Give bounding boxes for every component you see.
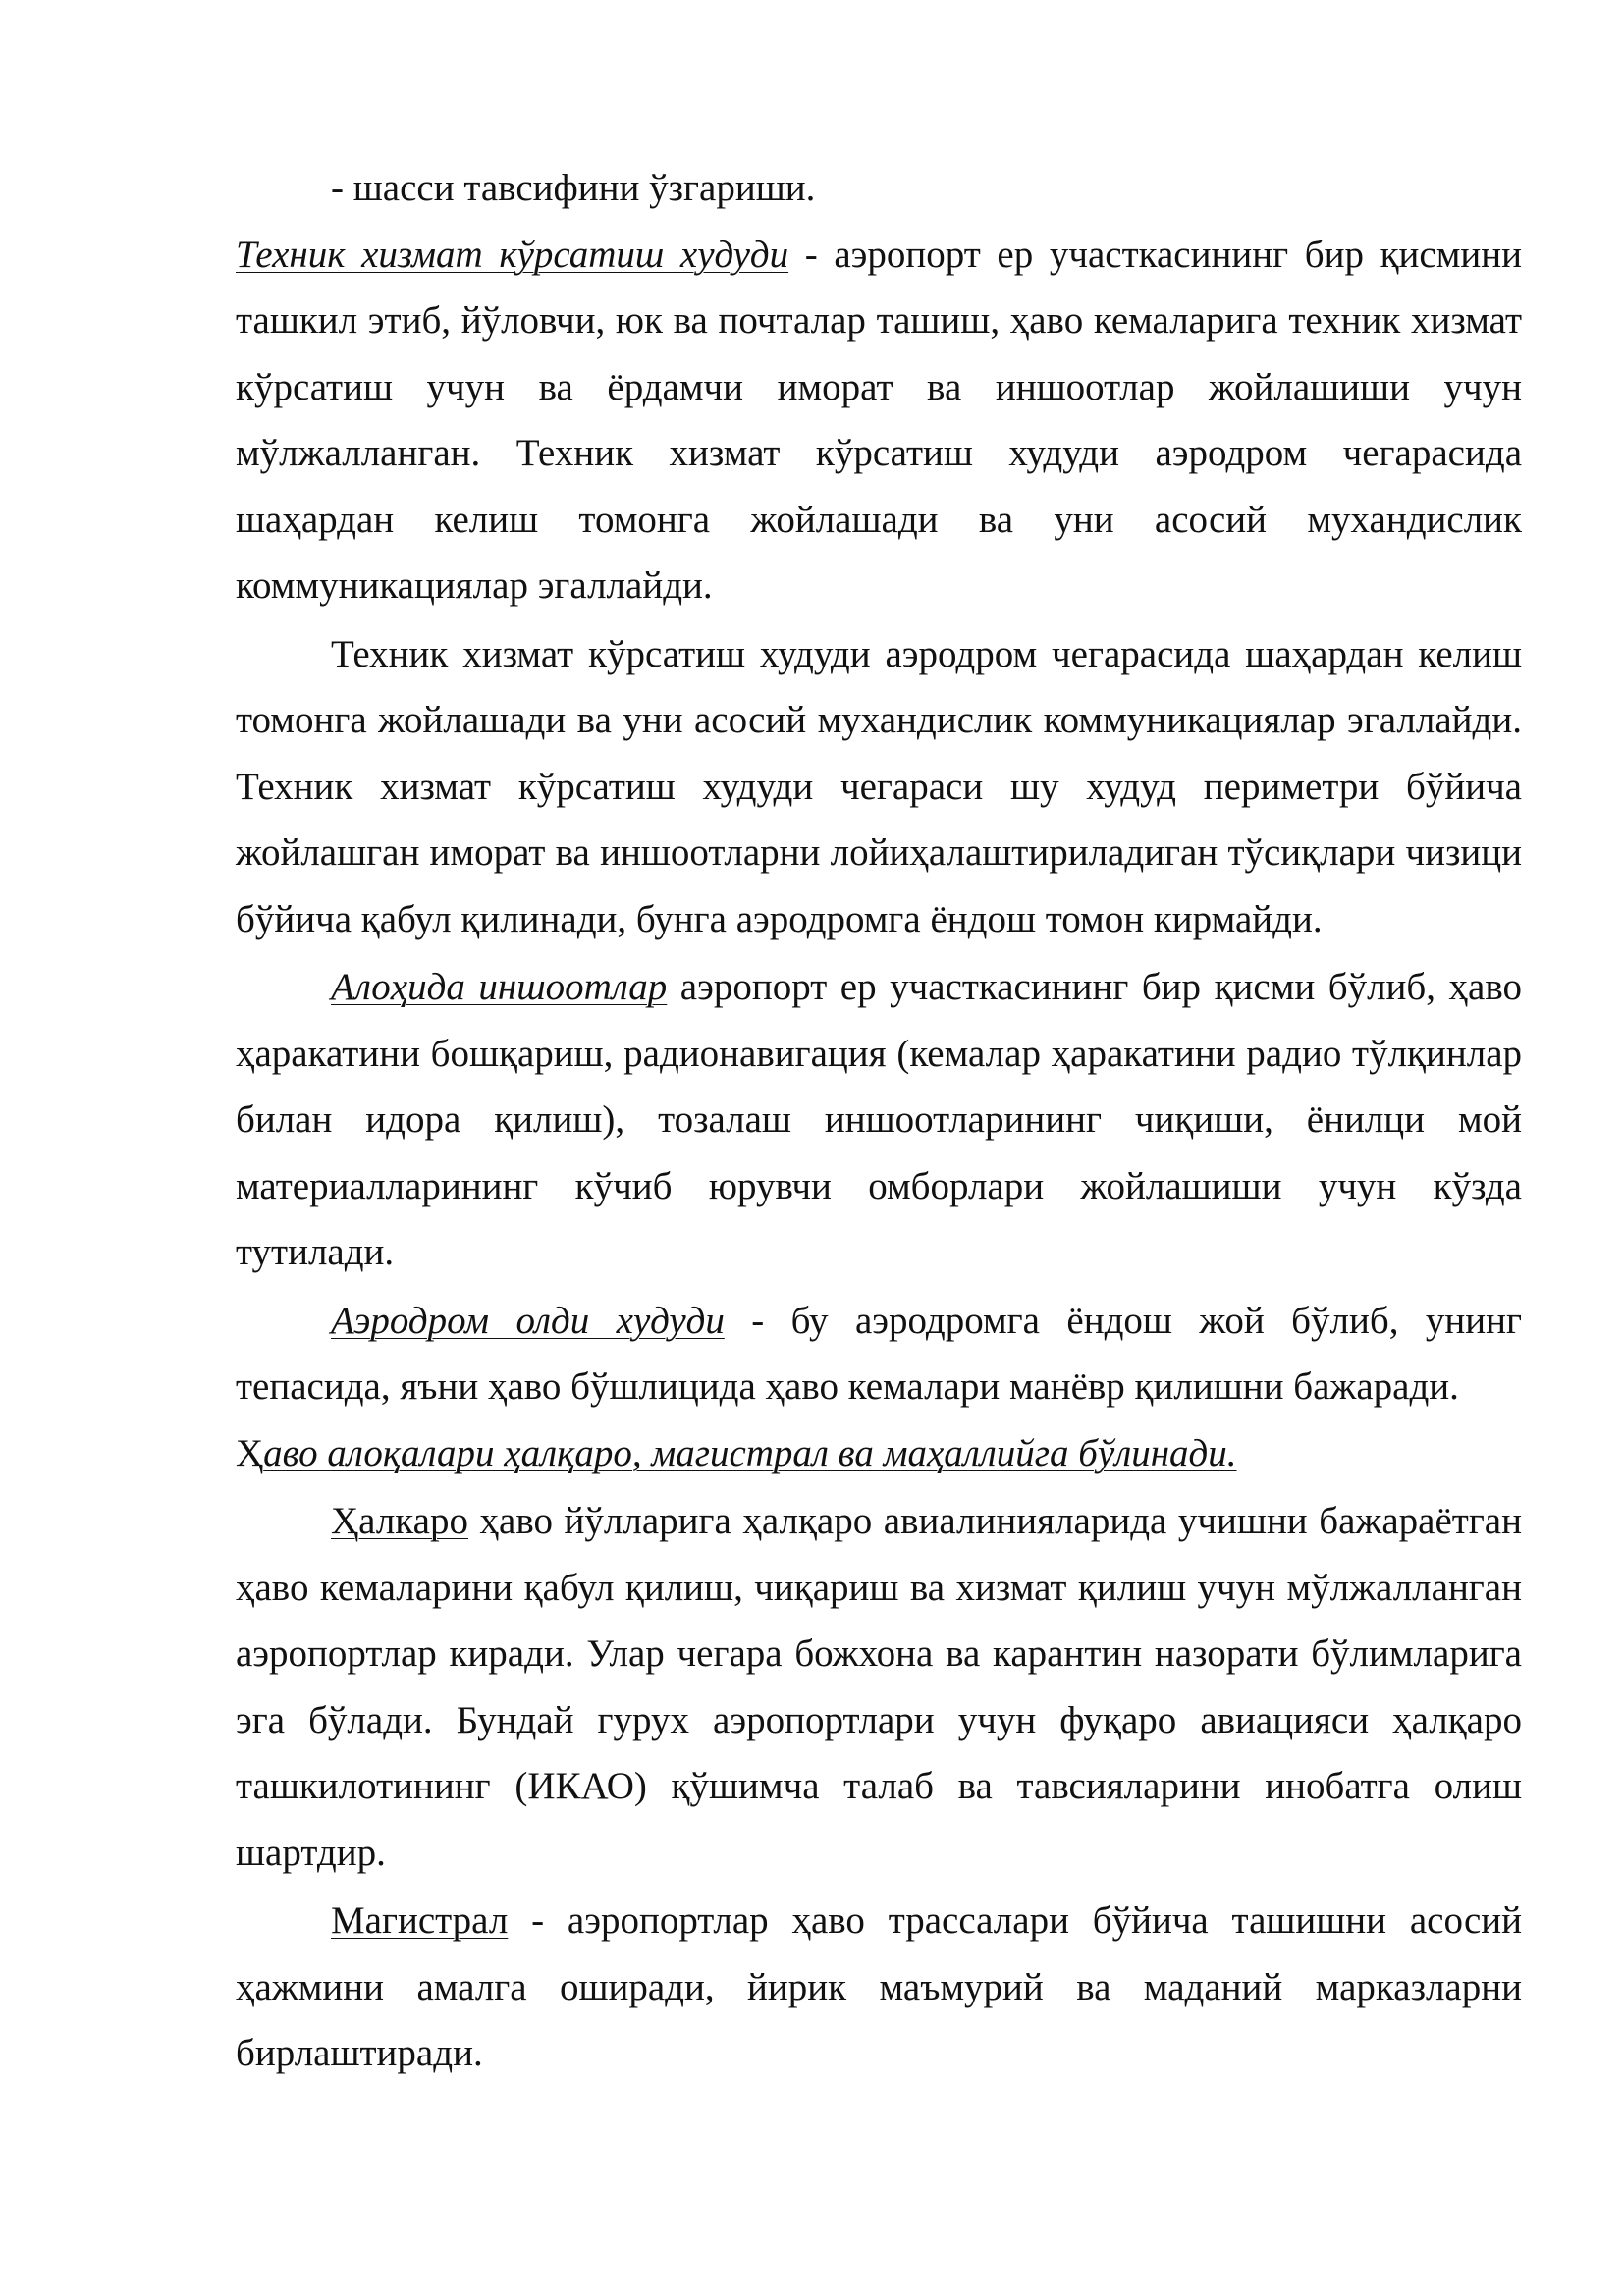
- air-links-heading-text: аво алоқалари ҳалқаро, магистрал ва маҳаллийга бўлинади.: [263, 1431, 1237, 1474]
- chassis-text: - шасси тавсифини ўзгариши.: [331, 167, 816, 209]
- paragraph-air-links-heading: [236, 1420, 1522, 1487]
- paragraph-trunk: [236, 1888, 1522, 2087]
- document-page: [236, 0, 1522, 2087]
- tech-service-boundary-text: Техник хизмат кўрсатиш худуди аэродром чегарасида шаҳардан келиш томонга жойлашади ва уни асосий мухандислик коммуникациялар эгаллайди. Техник хизмат кўрсатиш худуди чегараси шу худуд периметри бўйича жойлашган иморат ва иншоотларни лойиҳалаштириладиган тўсиқлари чизици бўйича қабул қилинади, бунга аэродромга ёндош томон кирмайди.: [236, 632, 1522, 940]
- term-pre-aerodrome-area: Аэродром олди худуди: [331, 1299, 725, 1342]
- paragraph-pre-aerodrome-area: [236, 1288, 1522, 1420]
- international-text: ҳаво йўлларига ҳалқаро авиалинияларида учишни бажараётган ҳаво кемаларини қабул қилиш, чиқариш ва хизмат қилиш учун мўлжалланган аэропортлар киради. Улар чегара божхона ва карантин назорати бўлимларига эга бўлади. Бундай гурух аэропортлари учун фуқаро авиацияси ҳалқаро ташкилотининг (ИКАО) қўшимча талаб ва тавсияларини инобатга олиш шартдир.: [236, 1500, 1522, 1874]
- paragraph-separate-structures: [236, 954, 1522, 1286]
- term-international: Ҳалкаро: [331, 1500, 468, 1542]
- paragraph-international: [236, 1488, 1522, 1886]
- term-separate-structures: Алоҳида иншоотлар: [331, 966, 668, 1008]
- pre-aerodrome-area-text: - бу аэродромга ёндош жой бўлиб, унинг тепасида, яъни ҳаво бўшлицида ҳаво кемалари манёвр қилишни бажаради.: [236, 1299, 1522, 1408]
- paragraph-tech-service-boundary: [236, 621, 1522, 953]
- trunk-text: - аэропортлар ҳаво трассалари бўйича ташишни асосий ҳажмини амалга оширади, йирик маъмурий ва маданий марказларни бирлаштиради.: [236, 1899, 1522, 2074]
- term-trunk: Магистрал: [331, 1899, 509, 1942]
- term-tech-service-area: Техник хизмат кўрсатиш худуди: [236, 233, 789, 276]
- separate-structures-text: аэропорт ер участкасининг бир қисми бўлиб, ҳаво ҳаракатини бошқариш, радионавигация (кемалар ҳаракатини радио тўлқинлар билан идора қилиш), тозалаш иншоотларининг чиқиши, ёнилци мой материалларининг кўчиб юрувчи омборлари жойлашиши учун кўзда тутилади.: [236, 966, 1522, 1273]
- air-links-first-letter: Ҳ: [236, 1431, 264, 1474]
- paragraph-chassis: [236, 155, 1522, 222]
- tech-service-area-text: - аэропорт ер участкасининг бир қисмини ташкил этиб, йўловчи, юк ва почталар ташиш, ҳаво кемаларига техник хизмат кўрсатиш учун ва ёрдамчи иморат ва иншоотлар жойлашиши учун мўлжалланган. Техник хизмат кўрсатиш худуди аэродром чегарасида шаҳардан келиш томонга жойлашади ва уни асосий мухандислик коммуникациялар эгаллайди.: [236, 233, 1522, 607]
- paragraph-tech-service-area: [236, 222, 1522, 619]
